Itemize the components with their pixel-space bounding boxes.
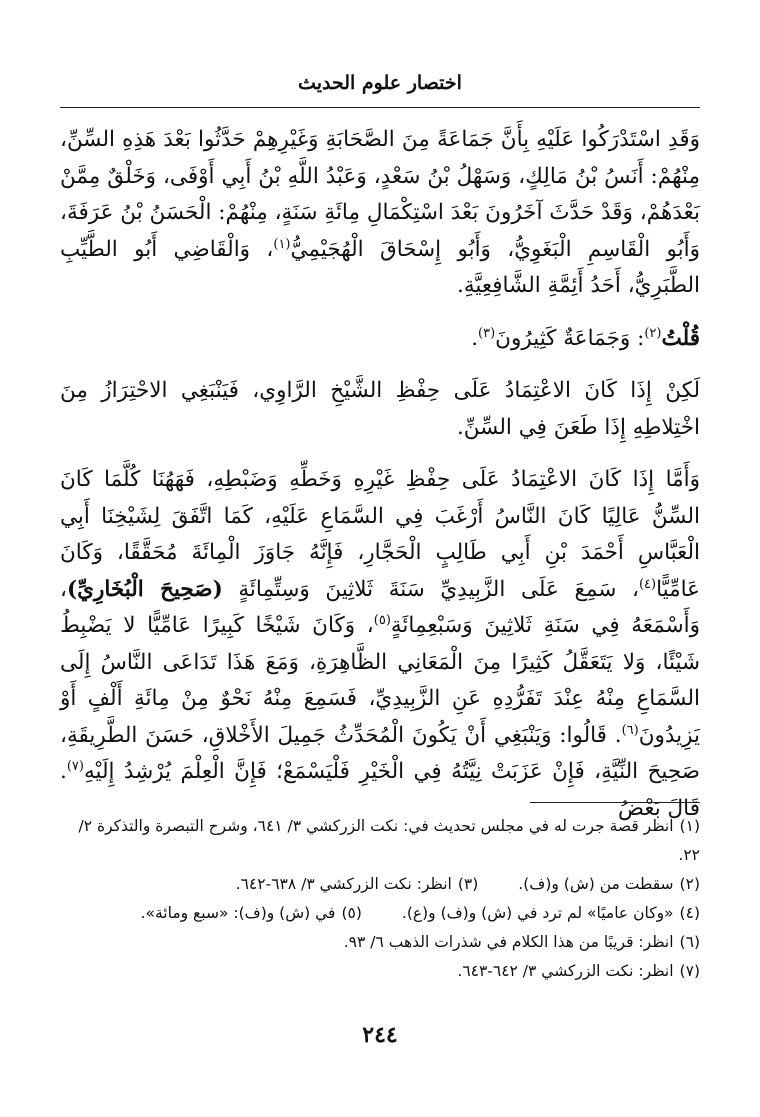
- footnote-text: في (ش) و(ف): «سبع ومائة».: [140, 904, 336, 922]
- footnote-text: انظر: نكت الزركشي ٣/ ٦٤٢-٦٤٣.: [457, 962, 674, 980]
- footnote-number: (٥): [341, 904, 362, 922]
- footnote-5: [141, 899, 362, 928]
- footnote-number: (٢): [679, 875, 700, 893]
- footnote-ref-2: (٢): [644, 325, 662, 341]
- footnote-number: (٧): [679, 962, 700, 980]
- footnote-ref-3: (٣): [478, 325, 496, 341]
- footnote-6: [60, 928, 700, 957]
- paragraph-text: ، وَأَسْمَعَهُ فِي سَنَةِ ثَلاثِينَ وَسَبْعِمِائَةٍ: [60, 576, 700, 638]
- qult-label: قُلْتُ: [661, 325, 700, 351]
- footnote-text: سقطت من (ش) و(ف).: [518, 875, 674, 893]
- paragraph-end: .: [471, 325, 479, 351]
- footnote-ref-1: (١): [273, 236, 291, 252]
- footnote-number: (٦): [679, 933, 700, 951]
- paragraph-3: [60, 373, 700, 446]
- footnote-text: انظر: قريبًا من هذا الكلام في شذرات الذهب ٦/ ٩٣.: [343, 933, 674, 951]
- footnote-number: (١): [679, 817, 700, 835]
- paragraph-text: . قَالَ بَعْضُ: [60, 759, 700, 821]
- footnote-divider: [530, 802, 700, 803]
- footnote-text: انظر: نكت الزركشي ٣/ ٦٣٨-٦٤٢.: [235, 875, 452, 893]
- paragraph-2: [60, 321, 700, 358]
- footnote-number: (٣): [457, 875, 479, 893]
- paragraph-text: : وَجَمَاعَةٌ كَثِيرُونَ: [495, 325, 645, 351]
- footnote-ref-5: (٥): [373, 612, 391, 628]
- paragraph-text: ، وَالْقَاضِي أَبُو الطَّيِّبِ الطَّبَرِيُّ، أَحَدُ أَئِمَّةِ الشَّافِعِيَّةِ.: [60, 236, 700, 298]
- footnote-text: «وكان عاميًا» لم ترد في (ش) و(ف) و(ع).: [401, 904, 674, 922]
- footnote-ref-7: (٧): [66, 758, 84, 774]
- paragraph-1: [60, 122, 700, 305]
- paragraph-text: . قَالُوا: وَيَنْبَغِي أَنْ يَكُونَ الْمُحَدِّثُ جَمِيلَ الأَخْلاقِ، حَسَنَ الطَّرِيقَةِ، صَحِيحَ النِّيَّةِ، فَإِنْ عَزَبَتْ نِيَّتُهُ فِي الْخَيْرِ فَلْيَسْمَعْ؛ فَإِنَّ الْعِلْمَ يُرْشِدُ إِلَيْهِ: [60, 722, 700, 784]
- paragraph-text: وَقَدِ اسْتَدْرَكُوا عَلَيْهِ بِأَنَّ جَمَاعَةً مِنَ الصَّحَابَةِ وَغَيْرِهِمْ حَدَّثُوا بَعْدَ هَذِهِ السِّنِّ، مِنْهُمْ: أَنَسُ بْنُ مَالِكٍ، وَسَهْلُ بْنُ سَعْدٍ، وَعَبْدُ اللَّهِ بْنُ أَبِي أَوْفَى، وَخَلْقٌ مِمَّنْ بَعْدَهُمْ، وَقَدْ حَدَّثَ آخَرُونَ بَعْدَ اسْتِكْمَالِ مِائَةِ سَنَةٍ، مِنْهُمْ: الْحَسَنُ بْنُ عَرَفَةَ، وَأَبُو الْقَاسِمِ الْبَغَوِيُّ، وَأَبُو إِسْحَاقَ الْهُجَيْمِيُّ: [60, 127, 700, 262]
- paragraph-text: وَأَمَّا إِذَا كَانَ الاعْتِمَادُ عَلَى حِفْظِ غَيْرِهِ وَخَطِّهِ وَضَبْطِهِ، فَهَهُنَا كُلَّمَا كَانَ السِّنُّ عَالِيًا كَانَ النَّاسُ أَرْغَبَ فِي السَّمَاعِ عَلَيْهِ، كَمَا اتَّفَقَ لِشَيْخِنَا أَبِي الْعَبَّاسِ أَحْمَدَ بْنِ أَبِي طَالِبٍ الْحَجَّارِ، فَإِنَّهُ جَاوَزَ الْمِائَةَ مُحَقَّقًا، وَكَانَ عَامِّيًّا: [60, 467, 701, 602]
- paragraph-text: ، سَمِعَ عَلَى الزَّبِيدِيِّ سَنَةَ ثَلاثِينَ وَسِتِّمِائَةٍ: [222, 576, 639, 602]
- paragraph-text: ، وَكَانَ شَيْخًا كَبِيرًا عَامِّيًّا لا يَضْبِطُ شَيْئًا، وَلا يَتَعَقَّلُ كَثِيرًا مِنَ الْمَعَانِي الظَّاهِرَةِ، وَمَعَ هَذَا تَدَاعَى النَّاسُ إِلَى السَّمَاعِ مِنْهُ عِنْدَ تَفَرُّدِهِ عَنِ الزَّبِيدِيِّ، فَسَمِعَ مِنْهُ نَحْوٌ مِنْ مِائَةِ أَلْفٍ أَوْ يَزِيدُونَ: [60, 613, 700, 748]
- footnote-1: [60, 812, 700, 870]
- footnote-number: (٤): [679, 904, 700, 922]
- footnote-3: [236, 870, 479, 899]
- book-title: (صَحِيحَ الْبُخَارِيِّ): [66, 576, 223, 602]
- footnote-7: [60, 957, 700, 986]
- footnote-ref-4: (٤): [638, 576, 657, 592]
- footnotes: [60, 812, 700, 986]
- footnote-row: [60, 899, 700, 928]
- running-head-title: اختصار علوم الحديث: [298, 72, 462, 94]
- footnote-2: [518, 870, 700, 899]
- header-divider: [60, 107, 700, 108]
- footnote-row: [60, 870, 700, 899]
- paragraph-text: لَكِنْ إِذَا كَانَ الاعْتِمَادُ عَلَى حِفْظِ الشَّيْخِ الرَّاوِي، فَيَنْبَغِي الاحْتِرَازُ مِنَ اخْتِلاطِهِ إِذَا طَعَنَ فِي السِّنِّ.: [60, 378, 700, 440]
- main-text: [60, 122, 700, 827]
- paragraph-4: [60, 462, 700, 827]
- footnote-text: انظر قصة جرت له في مجلس تحديث في: نكت الزركشي ٣/ ٦٤١، وشرح التبصرة والتذكرة ٢/ ٢٢.: [78, 817, 700, 864]
- page-number: ٢٤٤: [362, 1022, 398, 1048]
- footnote-ref-6: (٦): [621, 722, 639, 738]
- footnote-4: [402, 899, 700, 928]
